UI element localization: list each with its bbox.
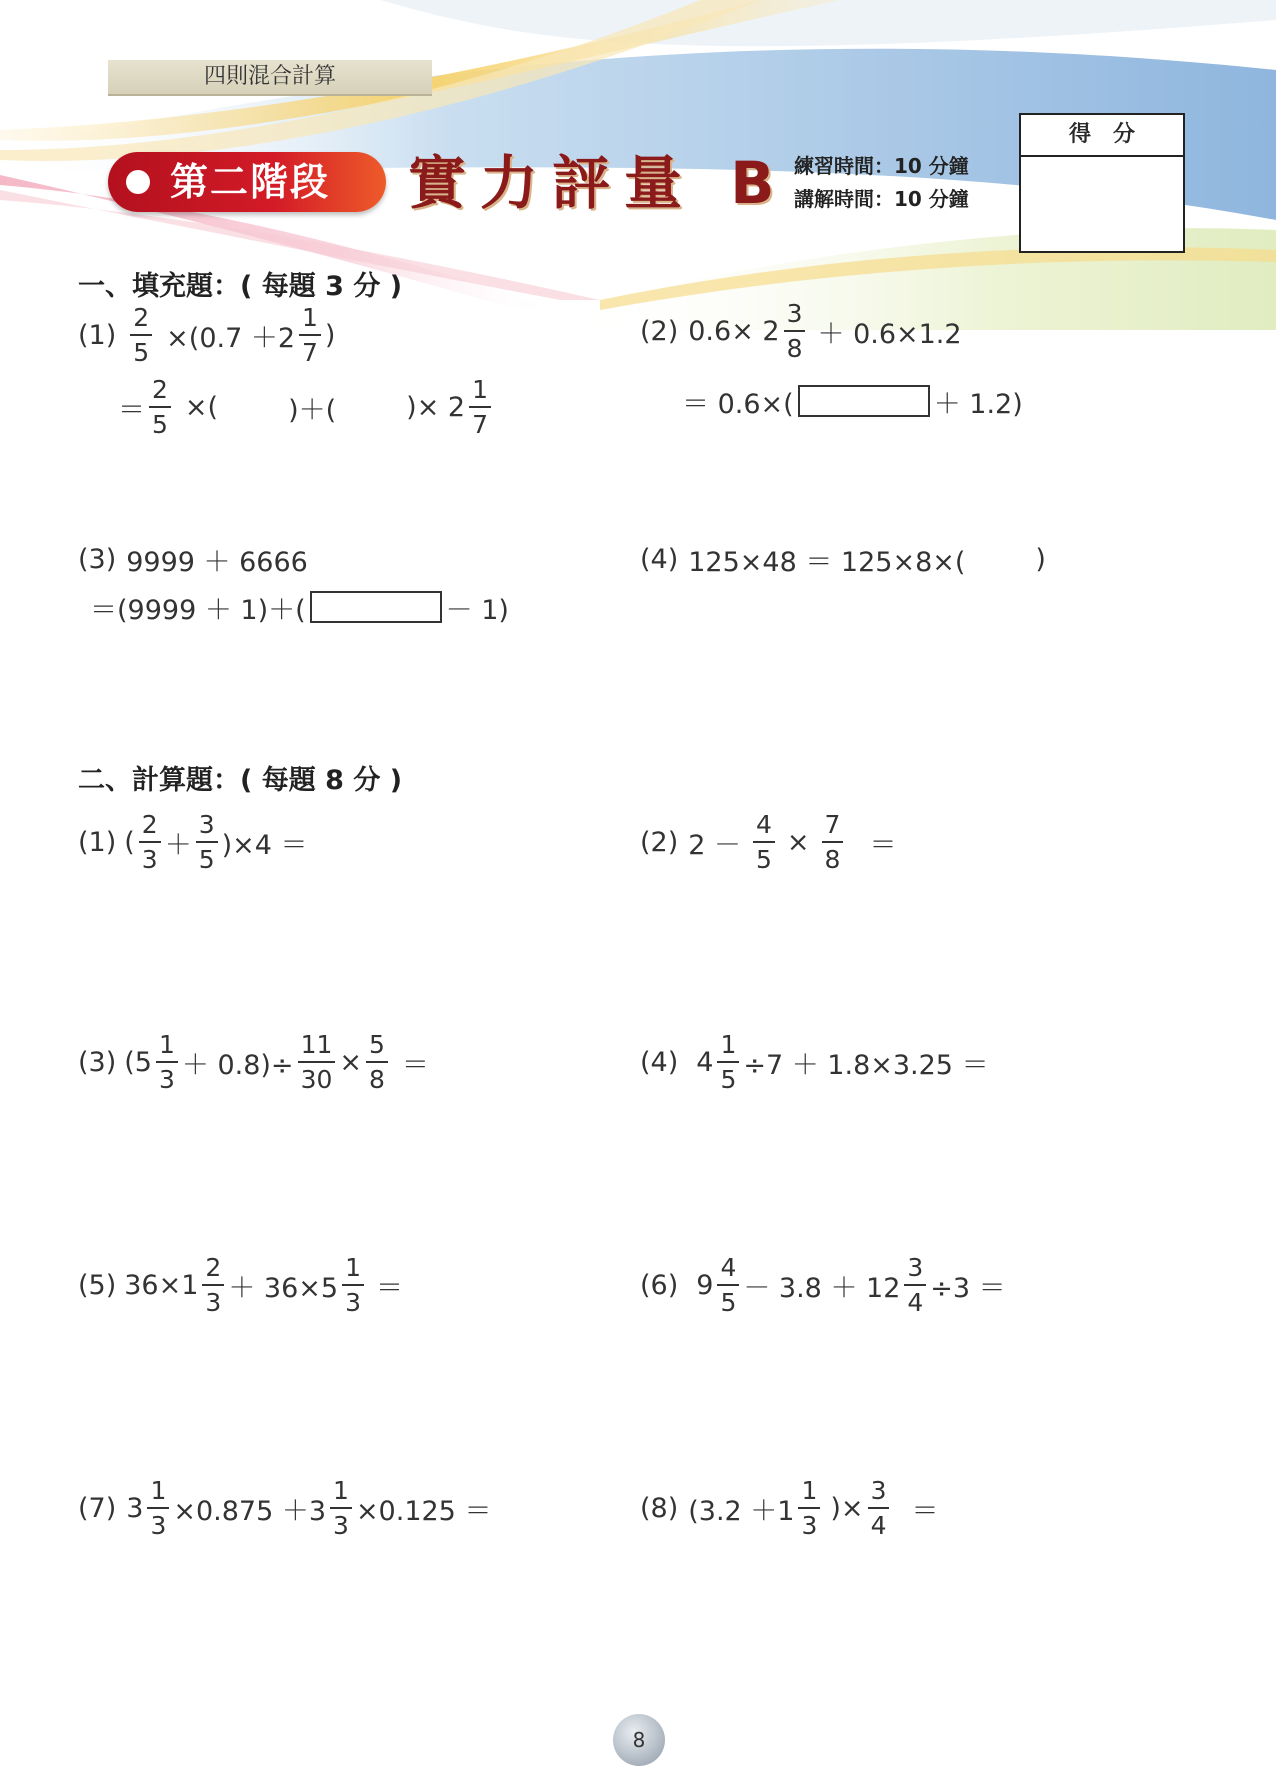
expression-text: )＋( bbox=[288, 394, 337, 426]
question-number: (2) bbox=[640, 315, 679, 347]
calc-q6 bbox=[640, 1240, 1006, 1330]
calc-q4 bbox=[640, 1017, 989, 1107]
page-title: 實力評量 B bbox=[408, 149, 789, 217]
answer-box[interactable] bbox=[798, 385, 930, 417]
expression-text: ＝(9999 ＋ 1)＋( bbox=[90, 594, 306, 626]
fraction: $\frac{3}{8}$ bbox=[784, 301, 806, 361]
question-number: (7) bbox=[78, 1492, 117, 1524]
expression-text: ) bbox=[324, 319, 336, 351]
expression-text: ×( bbox=[184, 391, 219, 423]
expression-text: － 3.8 ＋ 12 bbox=[743, 1272, 901, 1304]
answer-box[interactable] bbox=[310, 591, 442, 623]
expression-text: ＋ 1.2) bbox=[933, 388, 1023, 420]
calc-q1 bbox=[78, 797, 308, 887]
fraction: $\frac{1}{3}$ bbox=[147, 1478, 169, 1538]
explain-time: 講解時間：10 分鐘 bbox=[794, 187, 969, 211]
fraction: $\frac{2}{5}$ bbox=[130, 305, 152, 365]
expression-text: 2 － bbox=[688, 829, 742, 861]
expression-text: ×0.875 ＋3 bbox=[173, 1495, 327, 1527]
fraction: $\frac{1}{5}$ bbox=[717, 1032, 739, 1092]
fraction: $\frac{3}{4}$ bbox=[904, 1255, 926, 1315]
fill-q3-line2 bbox=[90, 562, 509, 652]
expression-text: ×(0.7 ＋2 bbox=[166, 322, 296, 354]
question-number: (2) bbox=[640, 826, 679, 858]
expression-text: 0.6× 2 bbox=[688, 315, 780, 347]
chapter-tag: 四則混合計算 bbox=[108, 60, 432, 96]
question-number: (1) bbox=[78, 319, 117, 351]
expression-text: (5 bbox=[124, 1046, 152, 1078]
section-calculation-title: 二、計算題：( 每題 8 分 ) bbox=[78, 765, 403, 796]
fraction: $\frac{5}{8}$ bbox=[366, 1032, 388, 1092]
expression-text: ＝ bbox=[375, 1272, 403, 1304]
fraction: $\frac{1}{3}$ bbox=[342, 1255, 364, 1315]
fraction: $\frac{7}{8}$ bbox=[822, 812, 844, 872]
question-number: (5) bbox=[78, 1269, 117, 1301]
fraction: $\frac{2}{3}$ bbox=[202, 1255, 224, 1315]
question-number: (6) bbox=[640, 1269, 679, 1301]
fraction: $\frac{1}{3}$ bbox=[798, 1478, 820, 1538]
score-box bbox=[1019, 113, 1185, 253]
expression-text: ＋ 0.6×1.2 bbox=[817, 318, 962, 350]
expression-text: 36×1 bbox=[124, 1269, 199, 1301]
expression-text: 3 bbox=[126, 1492, 144, 1524]
expression-text: ＋ 0.8)÷ bbox=[181, 1049, 294, 1081]
fill-q1-line2 bbox=[118, 362, 495, 452]
expression-text: 9 bbox=[696, 1269, 714, 1301]
expression-text: × bbox=[339, 1046, 362, 1078]
fill-q2-line2 bbox=[682, 356, 1023, 446]
stage-label: 第二階段 bbox=[170, 160, 331, 204]
fill-q4-line1 bbox=[640, 514, 1046, 604]
expression-text: ×0.125 ＝ bbox=[355, 1495, 492, 1527]
expression-text: ÷7 ＋ 1.8×3.25 ＝ bbox=[743, 1049, 989, 1081]
expression-text: － 1) bbox=[445, 594, 509, 626]
practice-time: 練習時間：10 分鐘 bbox=[794, 154, 969, 178]
calc-q2 bbox=[640, 797, 896, 887]
fraction: $\frac{1}{7}$ bbox=[469, 377, 491, 437]
bullet-dot-icon bbox=[126, 170, 150, 194]
expression-text: ÷3 ＝ bbox=[930, 1272, 1006, 1304]
fraction: $\frac{2}{3}$ bbox=[139, 812, 161, 872]
expression-text: ＋ 36×5 bbox=[228, 1272, 339, 1304]
expression-text: ＝ 0.6×( bbox=[682, 388, 794, 420]
expression-text: 9999 ＋ 6666 bbox=[126, 546, 308, 578]
expression-text: 4 bbox=[696, 1046, 714, 1078]
calc-q3 bbox=[78, 1017, 429, 1107]
fraction: $\frac{3}{4}$ bbox=[868, 1478, 890, 1538]
section-fill-in-title: 一、填充題：( 每題 3 分 ) bbox=[78, 271, 403, 302]
expression-text: )×4 ＝ bbox=[221, 829, 308, 861]
expression-text: ( bbox=[124, 826, 135, 858]
expression-text: ＝ bbox=[401, 1049, 429, 1081]
question-number: (3) bbox=[78, 543, 117, 575]
fraction: $\frac{1}{3}$ bbox=[330, 1478, 352, 1538]
fraction: $\frac{1}{3}$ bbox=[156, 1032, 178, 1092]
expression-text: )× 2 bbox=[406, 391, 466, 423]
calc-q7 bbox=[78, 1463, 491, 1553]
fraction: $\frac{3}{5}$ bbox=[196, 812, 218, 872]
question-number: (4) bbox=[640, 543, 679, 575]
fraction: $\frac{11}{30}$ bbox=[298, 1032, 336, 1092]
calc-q5 bbox=[78, 1240, 403, 1330]
expression-text: (3.2 ＋1 bbox=[688, 1495, 795, 1527]
question-number: (1) bbox=[78, 826, 117, 858]
expression-text: ＝ bbox=[869, 829, 897, 861]
question-number: (8) bbox=[640, 1492, 679, 1524]
question-number: (3) bbox=[78, 1046, 117, 1078]
calc-q8 bbox=[640, 1463, 938, 1553]
fraction: $\frac{4}{5}$ bbox=[717, 1255, 739, 1315]
expression-text: 125×48 ＝ 125×8×( bbox=[688, 546, 966, 578]
page-number: 8 bbox=[613, 1714, 665, 1766]
expression-text: × bbox=[786, 826, 810, 858]
score-label: 得分 bbox=[1021, 115, 1183, 157]
expression-text: ＝ bbox=[911, 1495, 939, 1527]
expression-text: ＋ bbox=[164, 829, 192, 861]
expression-text: )× bbox=[830, 1492, 864, 1524]
question-number: (4) bbox=[640, 1046, 679, 1078]
expression-text: ) bbox=[1035, 543, 1046, 575]
fraction: $\frac{1}{7}$ bbox=[299, 305, 321, 365]
fraction: $\frac{4}{5}$ bbox=[753, 812, 775, 872]
fraction: $\frac{2}{5}$ bbox=[149, 377, 171, 437]
expression-text: ＝ bbox=[118, 394, 145, 426]
